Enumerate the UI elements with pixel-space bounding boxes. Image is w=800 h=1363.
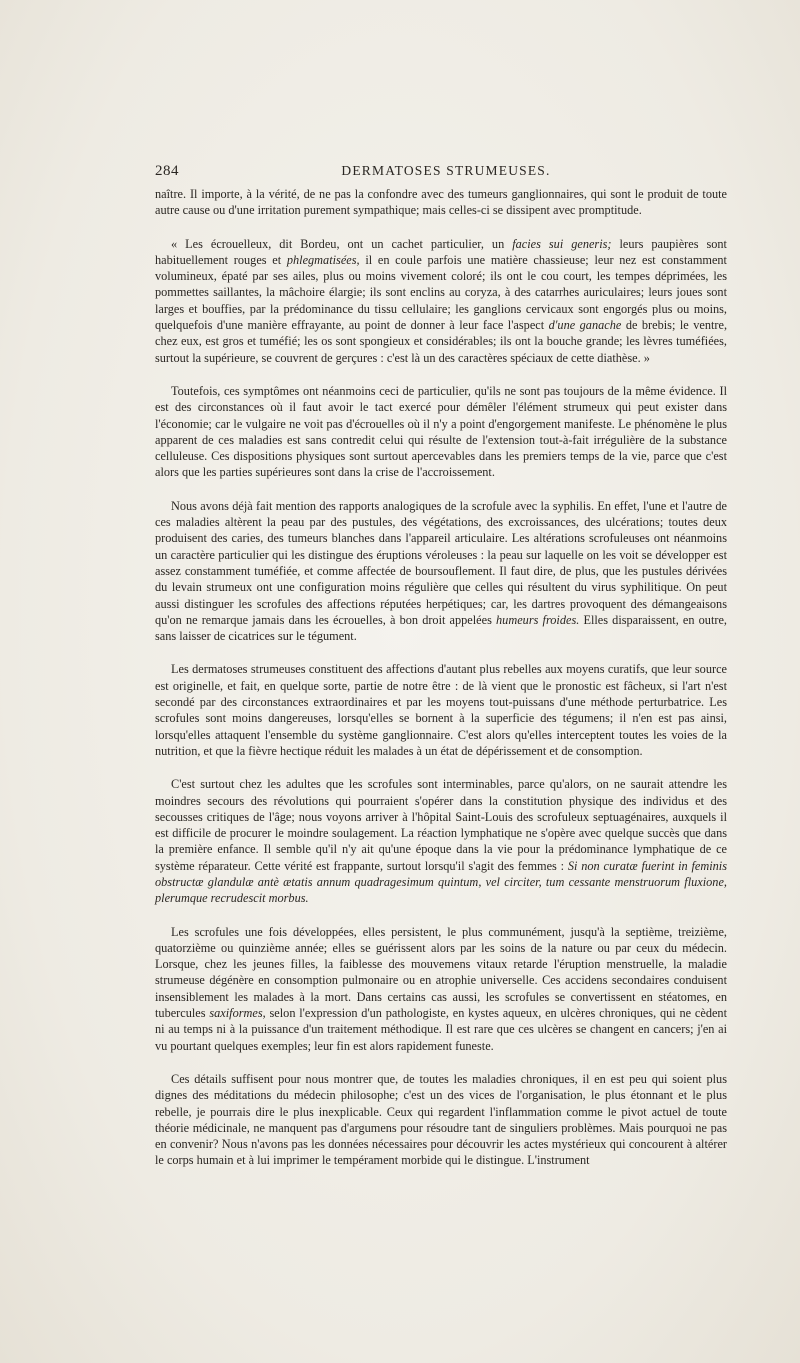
paragraph: Ces détails suffisent pour nous montrer que, de toutes les maladies chroniques, il en est peu qui soient plus dignes des méditations du médecin philosophe; c'est un des vices de l'organisation, le plus étonnant et le plus rebelle, je pourrais dire le plus inexplicable. Ceux qui regardent l'inflammation comme le pivot actuel de toute théorie médicinale, ne manquent pas d'argumens pour résoudre tant de singuliers problèmes. Mais pourquoi ne pas en convenir? Nous n'avons pas les données nécessaires pour découvrir les actes mystérieux qui concourent à altérer le corps humain et à lui imprimer le tempérament morbide qui le distingue. L'instrument [155,1071,727,1168]
paragraph: Nous avons déjà fait mention des rapports analogiques de la scrofule avec la syphilis. En effet, l'une et l'autre de ces maladies altèrent la peau par des pustules, des végétations, des excroissances, des ulcérations; toutes deux produisent des caries, des tumeurs blanches dans l'appareil articulaire. Les altérations scrofuleuses ont néanmoins un caractère particulier qui les distingue des éruptions véroleuses : la peau sur laquelle on les voit se développer est assez constamment tuméfiée, et comme affectée de boursouflement. Il faut dire, de plus, que les pustules dérivées du levain strumeux ont une configuration moins régulière que celles qui résultent du virus syphilitique. On peut aussi distinguer les scrofules des affections réputées herpétiques; car, les dartres provoquent des démangeaisons qu'on ne remarque jamais dans les écrouelles, à bon droit appelées humeurs froides. Elles disparaissent, en outre, sans laisser de cicatrices sur le tégument. [155,498,727,644]
page-number: 284 [155,163,179,179]
body-text [155,186,727,1186]
paragraph: « Les écrouelleux, dit Bordeu, ont un cachet particulier, un facies sui generis; leurs paupières sont habituellement rouges et phlegmatisées, il en coule parfois une matière chassieuse; leur nez est constamment volumineux, épaté par ses ailes, plus ou moins vivement coloré; ils ont le cou court, les tempes déprimées, les pommettes saillantes, la mâchoire élargie; ils sont enclins au coryza, à des catarrhes auriculaires; leurs joues sont larges et bouffies, par la prédominance du tissu cellulaire; les ganglions cervicaux sont engorgés plus ou moins, quelquefois d'une manière effrayante, au point de donner à leur face l'aspect d'une ganache de brebis; le ventre, chez eux, est gros et tuméfié; les os sont spongieux et considérables; ils ont la bouche grande; les lèvres tuméfiées, surtout la supérieure, se couvrent de gerçures : c'est là un des caractères spéciaux de cette diathèse. » [155,236,728,365]
running-head: DERMATOSES STRUMEUSES. [341,163,551,178]
paragraph: Les scrofules une fois développées, elles persistent, le plus communément, jusqu'à la septième, treizième, quatorzième ou quinzième année; elles se guérissent alors par les soins de la nature ou par ceux du médecin. Lorsque, chez les jeunes filles, la faiblesse des mouvemens vitaux retarde l'éruption menstruelle, la maladie strumeuse dégénère en consomption pulmonaire ou en atrophie universelle. Ces accidens secondaires conduisent insensiblement les malades à la mort. Dans certains cas aussi, les scrofules se convertissent en stéatomes, en tubercules saxiformes, selon l'expression d'un pathologiste, en kystes aqueux, en ulcères chroniques, qui ne cèdent ni au temps ni à la puissance d'un traitement méthodique. Il est rare que ces ulcères se changent en cancers; j'en ai vu pourtant quelques exemples; leur fin est alors rapidement funeste. [155,924,727,1053]
paragraph: Les dermatoses strumeuses constituent des affections d'autant plus rebelles aux moyens curatifs, que leur source est originelle, et fait, en quelque sorte, partie de notre être : de là vient que le pronostic est fâcheux, si l'art n'est secondé par des circonstances extraordinaires et par les moyens tout-puissans d'une méthode perturbatrice. Les scrofules sont moins dangereuses, lorsqu'elles se bornent à la superficie des tégumens; il n'en est pas ainsi, lorsqu'elles attaquent l'ensemble du système ganglionnaire. C'est alors qu'elles interceptent toutes les voies de la nutrition, et que la fièvre hectique réduit les malades à un état de dépérissement et de consomption. [155,662,727,758]
paragraph: C'est surtout chez les adultes que les scrofules sont interminables, parce qu'alors, on ne saurait attendre les moindres secours des révolutions qui pourraient s'opérer dans la constitution physique des individus et des secousses critiques de l'âge; nous voyons arriver à l'hôpital Saint-Louis des scrofuleux septuagénaires, auxquels il est difficile de procurer le moindre soulagement. La réaction lymphatique ne s'opère avec quelque succès que dans la première enfance. Il semble qu'il n'y ait qu'une époque dans la vie pour la prédominance lymphatique de ce système réparateur. Cette vérité est frappante, surtout lorsqu'il s'agit des femmes : Si non curatæ fuerint in feminis obstructæ glandulæ antè ætatis annum quadragesimum quintum, vel circiter, tum cessante menstruorum fluxione, plerumque recrudescit morbus. [155,777,728,906]
paragraph: Toutefois, ces symptômes ont néanmoins ceci de particulier, qu'ils ne sont pas toujours de la même évidence. Il est des circonstances où il faut avoir le tact exercé pour démêler l'élément strumeux qui peut exister dans l'économie; car le vulgaire ne voit pas d'écrouelles où il n'y a point d'engorgement manifeste. Le phénomène le plus apparent de ces maladies est sans contredit celui qui résulte de l'extension tout-à-fait irrégulière de la substance celluleuse. Ces dispositions physiques sont surtout apercevables dans les premiers temps de la vie, parce que c'est alors que les parties supérieures sont dans la crise de l'accroissement. [155,383,727,480]
paragraph: naître. Il importe, à la vérité, de ne pas la confondre avec des tumeurs ganglionnaires, qui sont le produit de toute autre cause ou d'une irritation purement sympathique; mais celles-ci se dissipent avec promptitude. [155,187,727,218]
page-header [155,163,727,181]
